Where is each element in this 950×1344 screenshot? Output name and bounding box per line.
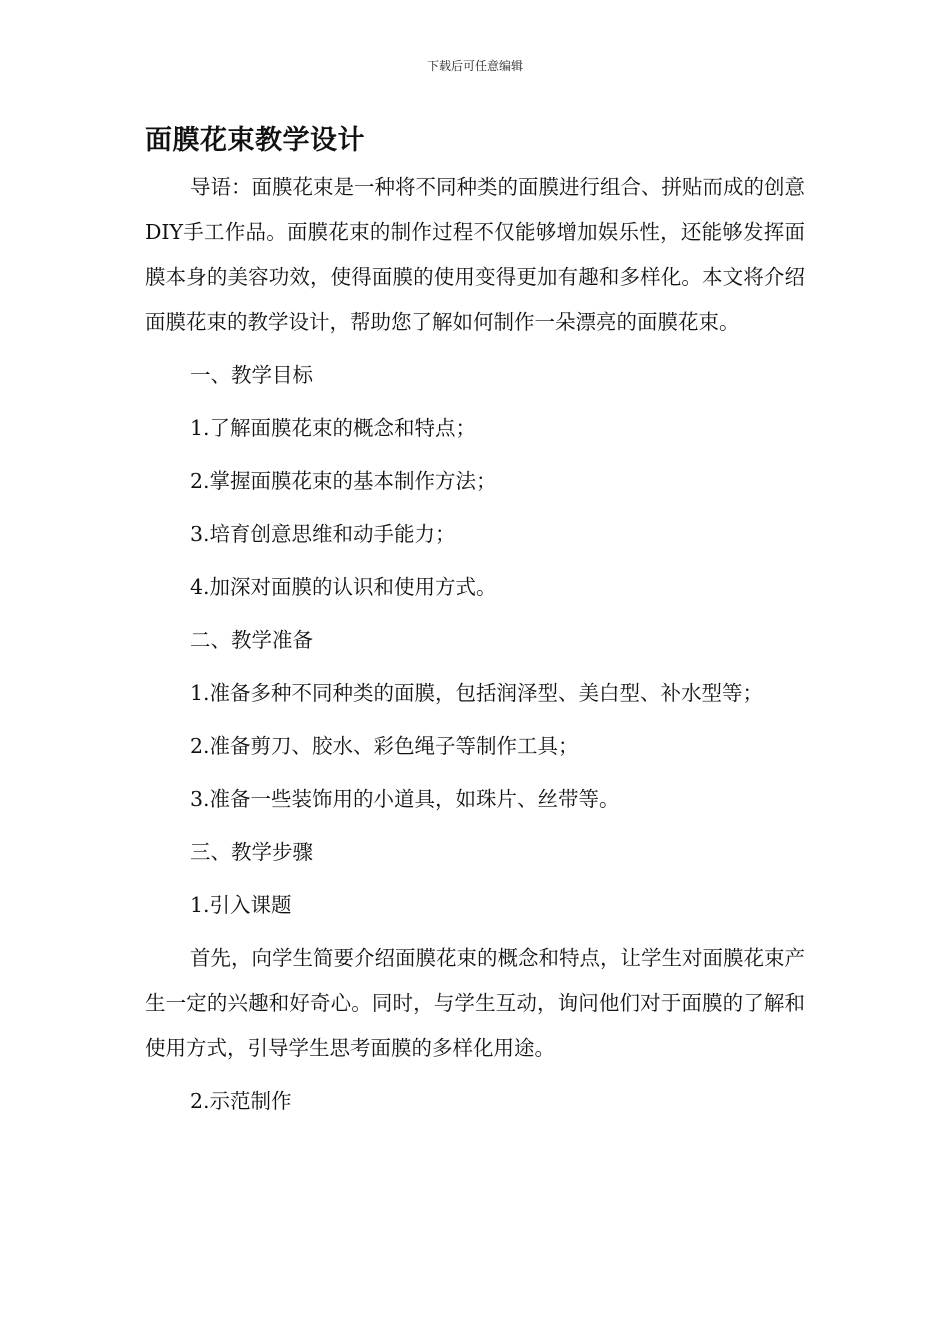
goal-item-2: 2.掌握面膜花束的基本制作方法； bbox=[190, 469, 497, 493]
section-heading-steps: 三、教学步骤 bbox=[190, 840, 313, 864]
step-1-paragraph: 首先，向学生简要介绍面膜花束的概念和特点，让学生对面膜花束产生一定的兴趣和好奇心。同时，与学生互动，询问他们对于面膜的了解和使用方式，引导学生思考面膜的多样化用途。 bbox=[145, 946, 805, 1060]
preparation-item-2: 2.准备剪刀、胶水、彩色绳子等制作工具； bbox=[190, 734, 579, 758]
goal-item-4: 4.加深对面膜的认识和使用方式。 bbox=[190, 575, 497, 599]
preparation-item-1: 1.准备多种不同种类的面膜，包括润泽型、美白型、补水型等； bbox=[190, 681, 764, 705]
document-body bbox=[145, 165, 805, 1124]
header-note: 下载后可任意编辑 bbox=[426, 59, 523, 73]
document-title: 面膜花束教学设计 bbox=[145, 125, 365, 156]
step-2-title: 2.示范制作 bbox=[190, 1089, 292, 1113]
preparation-item-3: 3.准备一些装饰用的小道具，如珠片、丝带等。 bbox=[190, 787, 620, 811]
goal-item-1: 1.了解面膜花束的概念和特点； bbox=[190, 416, 477, 440]
section-heading-goals: 一、教学目标 bbox=[190, 363, 313, 387]
section-heading-preparation: 二、教学准备 bbox=[190, 628, 313, 652]
goal-item-3: 3.培育创意思维和动手能力； bbox=[190, 522, 456, 546]
intro-paragraph: 导语：面膜花束是一种将不同种类的面膜进行组合、拼贴而成的创意DIY手工作品。面膜花束的制作过程不仅能够增加娱乐性，还能够发挥面膜本身的美容功效，使得面膜的使用变得更加有趣和多样化。本文将介绍面膜花束的教学设计，帮助您了解如何制作一朵漂亮的面膜花束。 bbox=[145, 175, 805, 334]
step-1-title: 1.引入课题 bbox=[190, 893, 292, 917]
